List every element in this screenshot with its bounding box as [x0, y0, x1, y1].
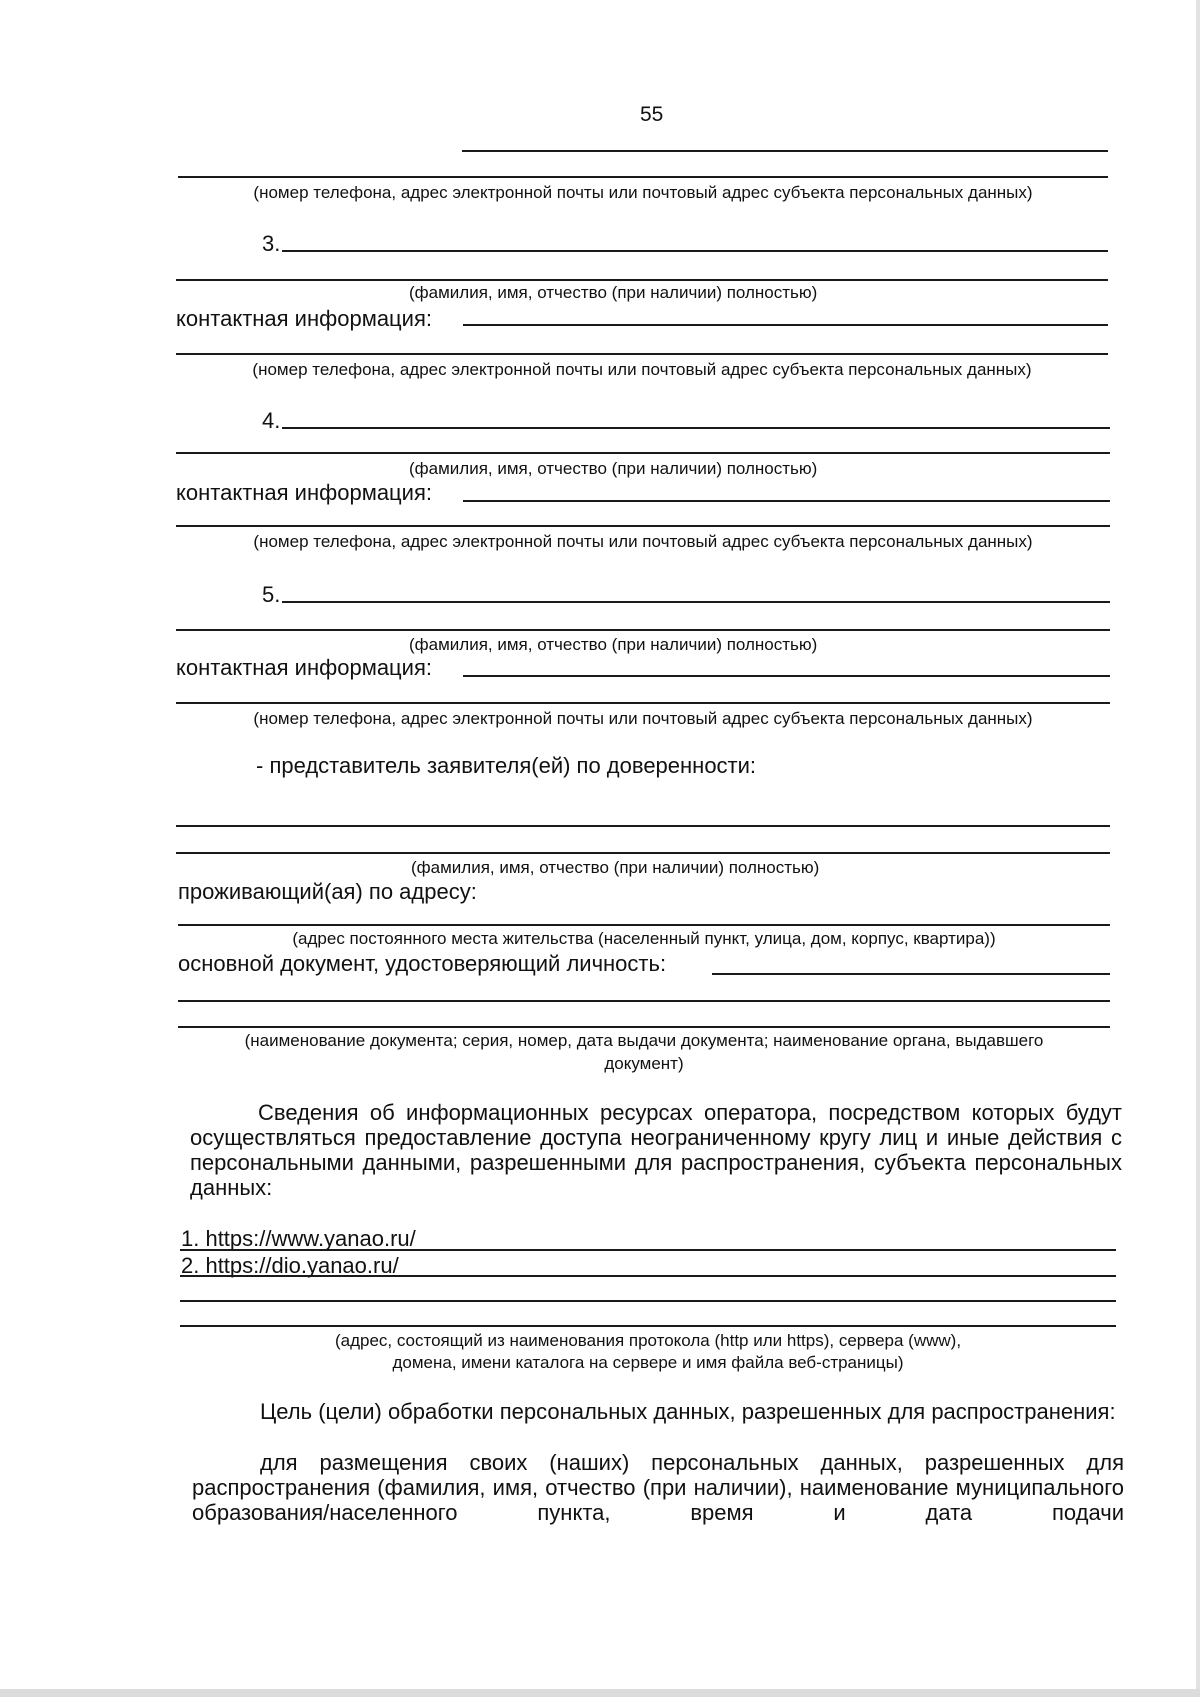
- page-number: 55: [640, 103, 664, 126]
- contact-info-label: контактная информация:: [176, 306, 432, 331]
- contact-line: [462, 150, 1108, 152]
- contact-caption: (номер телефона, адрес электронной почты или почтовый адрес субъекта персональных данных): [253, 183, 1033, 202]
- contact-line-2: [176, 525, 1110, 527]
- url-line: [180, 1325, 1116, 1327]
- url-line: [180, 1300, 1116, 1302]
- scan-edge-right: [1196, 0, 1200, 1697]
- entry-number: 5.: [262, 582, 281, 607]
- contact-caption: (номер телефона, адрес электронной почты или почтовый адрес субъекта персональных данных): [252, 360, 1032, 379]
- fio-line: [282, 250, 1108, 252]
- id-document-line-3: [178, 1026, 1110, 1028]
- fio-caption: (фамилия, имя, отчество (при наличии) полностью): [409, 283, 818, 302]
- resources-paragraph: Сведения об информационных ресурсах оператора, посредством которых будут осуществляться предоставление доступа неограниченному кругу лиц и иные действия с персональными данными, разрешенными для распространения, субъекта персональных данных:: [190, 1100, 1122, 1200]
- fio-line-2: [176, 629, 1110, 631]
- contact-info-label: контактная информация:: [176, 480, 432, 505]
- url-line: [180, 1249, 1116, 1251]
- contact-line-2: [178, 176, 1108, 178]
- url-caption: (адрес, состоящий из наименования протокола (http или https), сервера (www),: [334, 1331, 962, 1350]
- url-item: 1. https://www.yanao.ru/: [181, 1226, 416, 1251]
- document-caption-2: документ): [604, 1054, 684, 1073]
- representative-line: [176, 825, 1110, 827]
- fio-caption: (фамилия, имя, отчество (при наличии) полностью): [411, 858, 820, 877]
- scan-edge-bottom: [0, 1689, 1200, 1697]
- fio-line-2: [176, 279, 1108, 281]
- url-caption-2: домена, имени каталога на сервере и имя файла веб-страницы): [392, 1353, 904, 1372]
- fio-caption: (фамилия, имя, отчество (при наличии) полностью): [409, 635, 818, 654]
- id-document-line: [712, 973, 1110, 975]
- contact-line: [463, 324, 1108, 326]
- entry-number: 4.: [262, 408, 281, 433]
- entry-number: 3.: [262, 231, 281, 256]
- address-caption: (адрес постоянного места жительства (населенный пункт, улица, дом, корпус, квартира)): [292, 929, 996, 948]
- representative-line-2: [176, 852, 1110, 854]
- purpose-heading: Цель (цели) обработки персональных данных, разрешенных для распространения:: [260, 1399, 1116, 1424]
- url-item: 2. https://dio.yanao.ru/: [181, 1253, 399, 1278]
- residing-label: проживающий(ая) по адресу:: [178, 879, 477, 904]
- id-document-label: основной документ, удостоверяющий личность:: [178, 951, 667, 976]
- contact-info-label: контактная информация:: [176, 655, 432, 680]
- fio-caption: (фамилия, имя, отчество (при наличии) полностью): [409, 459, 818, 478]
- contact-caption: (номер телефона, адрес электронной почты или почтовый адрес субъекта персональных данных): [253, 532, 1033, 551]
- id-document-line-2: [178, 1000, 1110, 1002]
- fio-line-2: [176, 452, 1110, 454]
- contact-caption: (номер телефона, адрес электронной почты или почтовый адрес субъекта персональных данных): [253, 709, 1033, 728]
- contact-line: [463, 500, 1110, 502]
- contact-line: [463, 675, 1110, 677]
- representative-label: - представитель заявителя(ей) по доверенности:: [256, 753, 757, 778]
- purpose-text: для размещения своих (наших) персональных данных, разрешенных для распространения (фамилия, имя, отчество (при наличии), наименование муниципального образования/населенного пункта, время и дата подачи: [192, 1450, 1124, 1525]
- document-caption: (наименование документа; серия, номер, дата выдачи документа; наименование органа, выдавшего: [244, 1031, 1044, 1050]
- url-line: [180, 1275, 1116, 1277]
- fio-line: [282, 601, 1110, 603]
- fio-line: [282, 427, 1110, 429]
- contact-line-2: [176, 702, 1110, 704]
- contact-line-2: [176, 353, 1108, 355]
- address-line: [178, 924, 1110, 926]
